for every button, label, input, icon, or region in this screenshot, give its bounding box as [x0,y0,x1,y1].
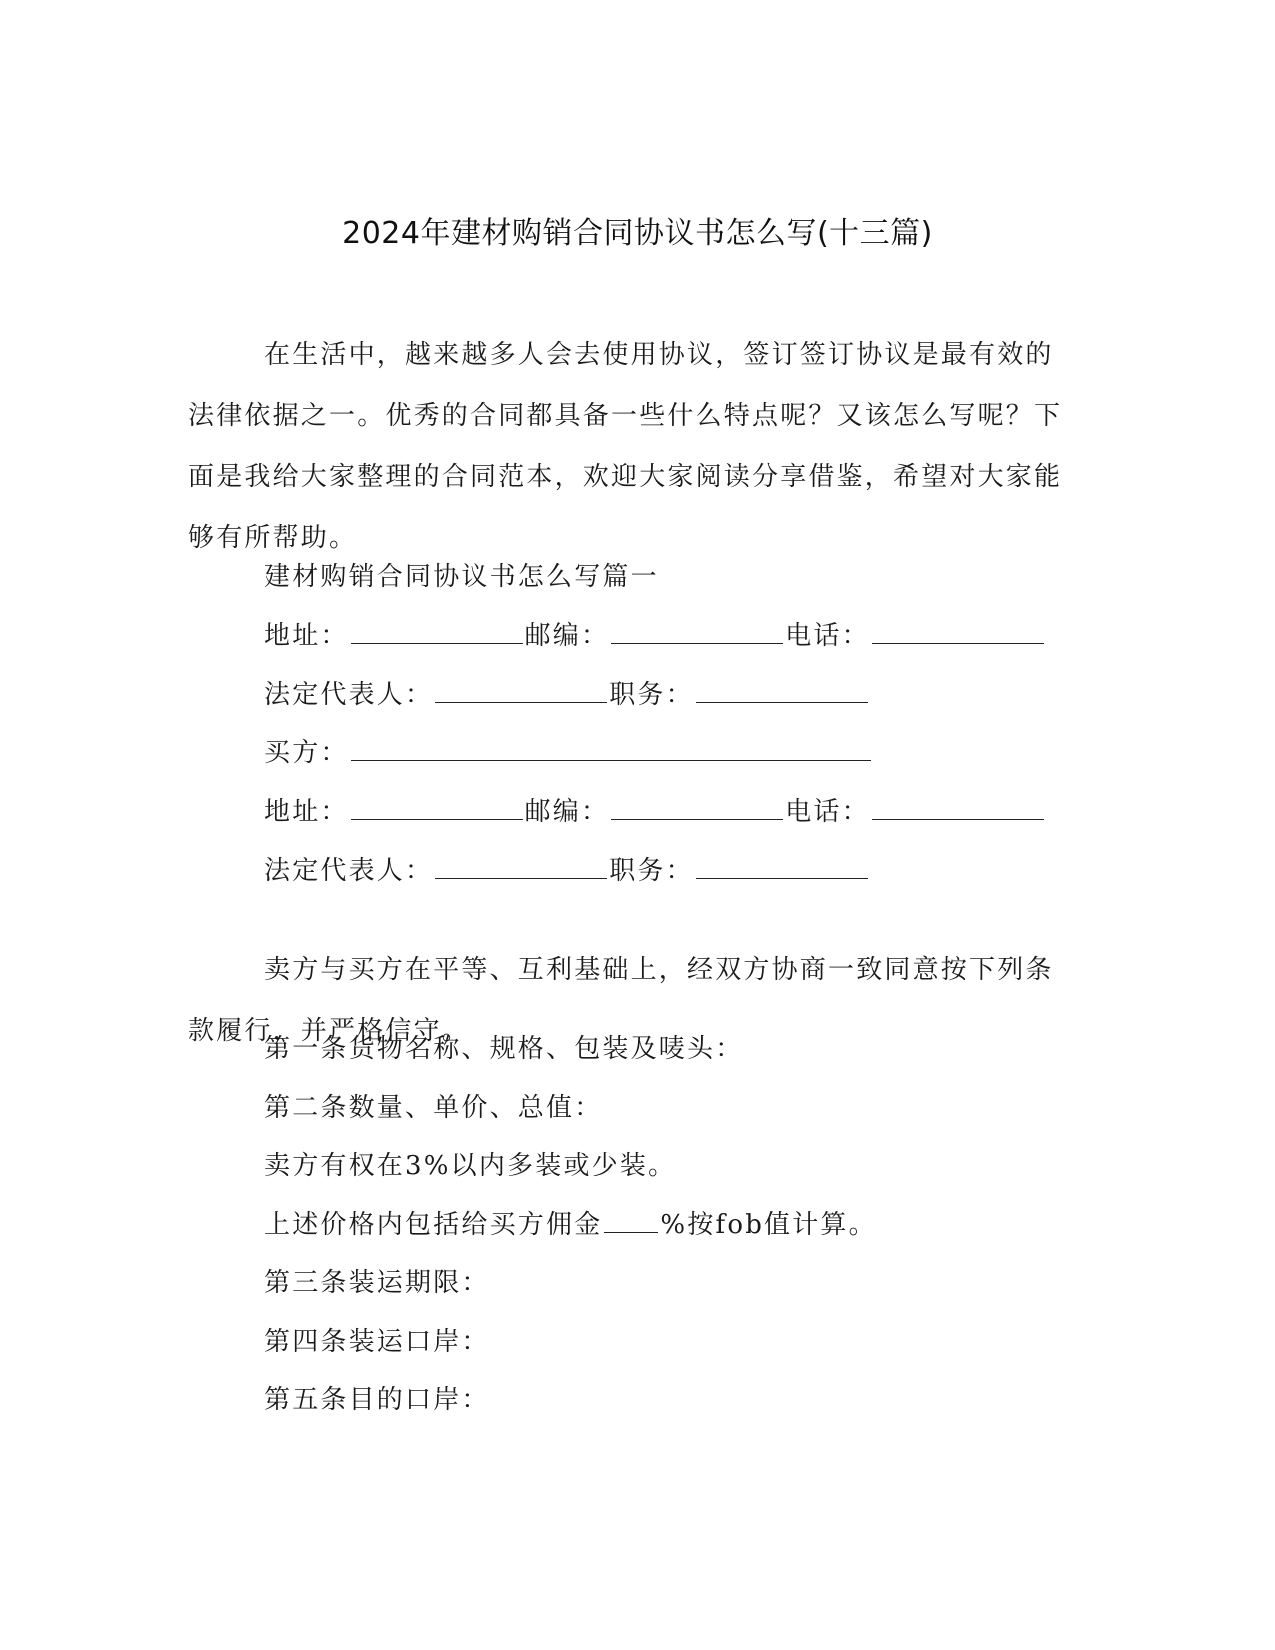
clause-2: 第二条数量、单价、总值： [264,1093,603,1123]
buyer-legal-rep-line [264,850,870,887]
phone-label: 电话： [785,797,870,827]
legal-rep-blank [435,852,607,879]
commission-text-before: 上述价格内包括给买方佣金 [264,1210,603,1240]
buyer-blank [351,734,871,761]
legal-rep-label: 法定代表人： [264,856,434,886]
section-heading: 建材购销合同协议书怎么写篇一 [264,562,659,592]
position-label: 职务： [609,680,694,710]
phone-label: 电话： [785,621,870,651]
buyer-line [264,732,873,769]
legal-rep-label: 法定代表人： [264,680,434,710]
clause-3: 第三条装运期限： [264,1268,490,1298]
address-blank [351,793,523,820]
position-blank [696,852,868,879]
commission-blank [604,1206,658,1233]
clause-5: 第五条目的口岸： [264,1385,490,1415]
clause-4: 第四条装运口岸： [264,1327,490,1357]
position-blank [696,676,868,703]
buyer-address-line [264,791,1046,828]
commission-line [264,1204,877,1241]
postcode-label: 邮编： [524,621,610,651]
legal-rep-blank [435,676,607,703]
phone-blank [872,793,1044,820]
postcode-label: 邮编： [524,797,610,827]
position-label: 职务： [609,856,694,886]
intro-paragraph: 在生活中，越来越多人会去使用协议，签订签订协议是最有效的法律依据之一。优秀的合同都具备一些什么特点呢？又该怎么写呢？下面是我给大家整理的合同范本，欢迎大家阅读分享借鉴，希望对大家能够有所帮助。 [188,340,1063,553]
address-label: 地址： [264,797,349,827]
buyer-label: 买方： [264,738,349,768]
address-label: 地址： [264,621,349,651]
clause-1: 第一条货物名称、规格、包装及唛头： [264,1034,744,1064]
document-title: 2024年建材购销合同协议书怎么写(十三篇) [342,216,933,251]
commission-text-after: %按fob值计算。 [660,1210,877,1240]
tolerance-line: 卖方有权在3%以内多装或少装。 [264,1151,677,1181]
phone-blank [872,617,1044,644]
agreement-paragraph: 卖方与买方在平等、互利基础上，经双方协商一致同意按下列条款履行，并严格信守。 [188,955,1054,1046]
address-blank [351,617,523,644]
seller-legal-rep-line [264,674,870,711]
postcode-blank [611,793,783,820]
postcode-blank [611,617,783,644]
seller-address-line [264,615,1046,652]
